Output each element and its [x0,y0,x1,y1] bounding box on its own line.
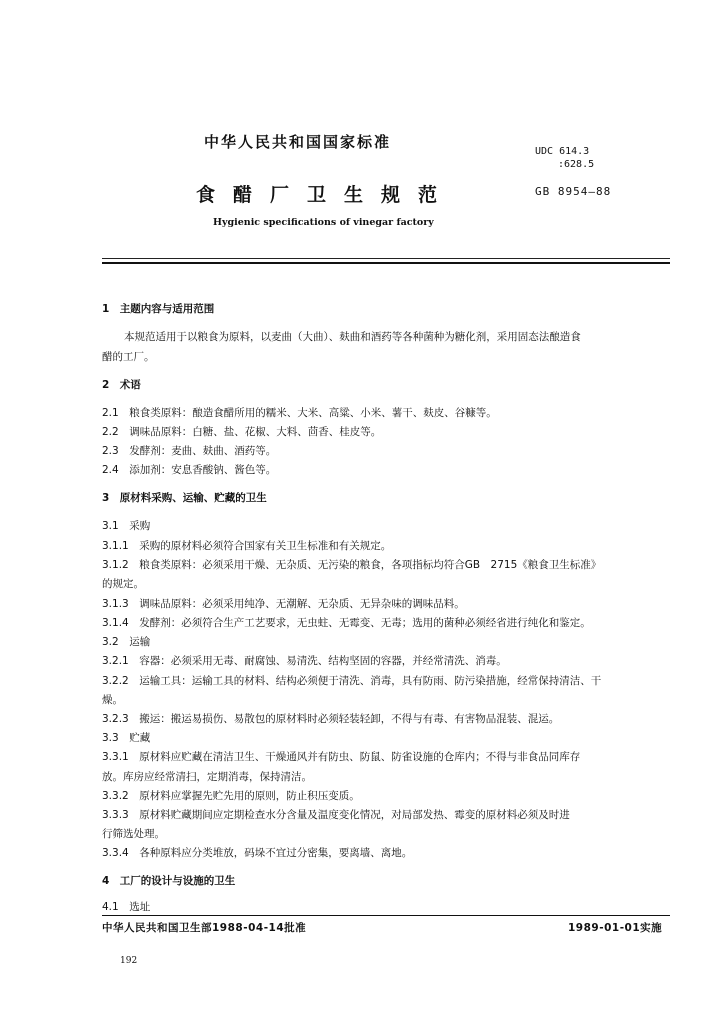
header-divider-thin [102,258,670,259]
effective-date: 1989-01-01实施 [568,922,663,934]
page-number: 192 [120,956,138,966]
document-title: 食醋厂卫生规范 [196,184,456,206]
section-3-heading: 3 原材料采购、运输、贮藏的卫生 [102,492,267,504]
clause-3-2-2-line-2: 燥。 [102,694,123,706]
section-2-heading: 2 术语 [102,379,141,391]
clause-3-3-3-line-1: 3.3.3 原材料贮藏期间应定期检查水分含量及温度变化情况，对局部发热、霉变的原材料必须及时进 [102,809,570,821]
section-1-heading: 1 主题内容与适用范围 [102,303,215,315]
section-4-heading: 4 工厂的设计与设施的卫生 [102,875,236,887]
clause-3-3-1-line-1: 3.3.1 原材料应贮藏在清洁卫生、干燥通风并有防虫、防鼠、防雀设施的仓库内；不得与非食品同库存 [102,751,581,763]
english-title: Hygienic specifications of vinegar factory [213,217,434,228]
header-divider-thick [102,262,670,264]
clause-3-2-2-line-1: 3.2.2 运输工具：运输工具的材料、结构必须便于清洗、消毒，具有防雨、防污染措施，经常保持清洁、干 [102,675,602,687]
clause-2-2: 2.2 调味品原料：白糖、盐、花椒、大料、茴香、桂皮等。 [102,426,382,438]
standard-number: GB 8954—88 [535,185,612,198]
udc-sub: :628.5 [558,159,595,170]
clause-3-1: 3.1 采购 [102,520,151,532]
clause-3-3-4: 3.3.4 各种原料应分类堆放，码垛不宜过分密集，要离墙、离地。 [102,847,413,859]
clause-3-1-4: 3.1.4 发酵剂：必须符合生产工艺要求，无虫蛀、无霉变、无毒；选用的菌种必须经省进行纯化和鉴定。 [102,617,591,629]
udc-code [535,145,594,171]
standard-title: 中华人民共和国国家标准 [204,133,392,151]
clause-3-2-3: 3.2.3 搬运：搬运易损伤、易散包的原材料时必须轻装轻卸，不得与有毒、有害物品混装、混运。 [102,713,560,725]
clause-3-1-2-line-1: 3.1.2 粮食类原料：必须采用干燥、无杂质、无污染的粮食，各项指标均符合GB 2715《粮食卫生标准》 [102,559,602,571]
clause-3-3-3-line-2: 行筛选处理。 [102,828,165,840]
clause-3-3: 3.3 贮藏 [102,732,151,744]
clause-2-3: 2.3 发酵剂：麦曲、麸曲、酒药等。 [102,445,277,457]
clause-4-1: 4.1 选址 [102,901,151,913]
udc-main: UDC 614.3 [535,146,590,157]
section-1-paragraph-line-2: 醋的工厂。 [102,351,155,363]
clause-3-2-1: 3.2.1 容器：必须采用无毒、耐腐蚀、易清洗、结构坚固的容器，并经常清洗、消毒。 [102,655,507,667]
clause-3-1-2-line-2: 的规定。 [102,578,144,590]
section-1-paragraph-line-1: 本规范适用于以粮食为原料，以麦曲（大曲）、麸曲和酒药等各种菌种为糖化剂，采用固态法酿造食 [124,331,581,343]
footer-divider [102,915,670,916]
clause-2-1: 2.1 粮食类原料：酿造食醋所用的糯米、大米、高粱、小米、薯干、麸皮、谷糠等。 [102,407,497,419]
clause-3-2: 3.2 运输 [102,636,151,648]
clause-3-3-2: 3.3.2 原材料应掌握先贮先用的原则，防止积压变质。 [102,790,360,802]
approval-line: 中华人民共和国卫生部1988-04-14批准 [102,922,307,934]
clause-3-1-3: 3.1.3 调味品原料：必须采用纯净、无潮解、无杂质、无异杂味的调味品料。 [102,598,465,610]
clause-3-1-1: 3.1.1 采购的原材料必须符合国家有关卫生标准和有关规定。 [102,540,392,552]
clause-2-4: 2.4 添加剂：安息香酸钠、酱色等。 [102,464,277,476]
clause-3-3-1-line-2: 放。库房应经常清扫，定期消毒，保持清洁。 [102,771,312,783]
